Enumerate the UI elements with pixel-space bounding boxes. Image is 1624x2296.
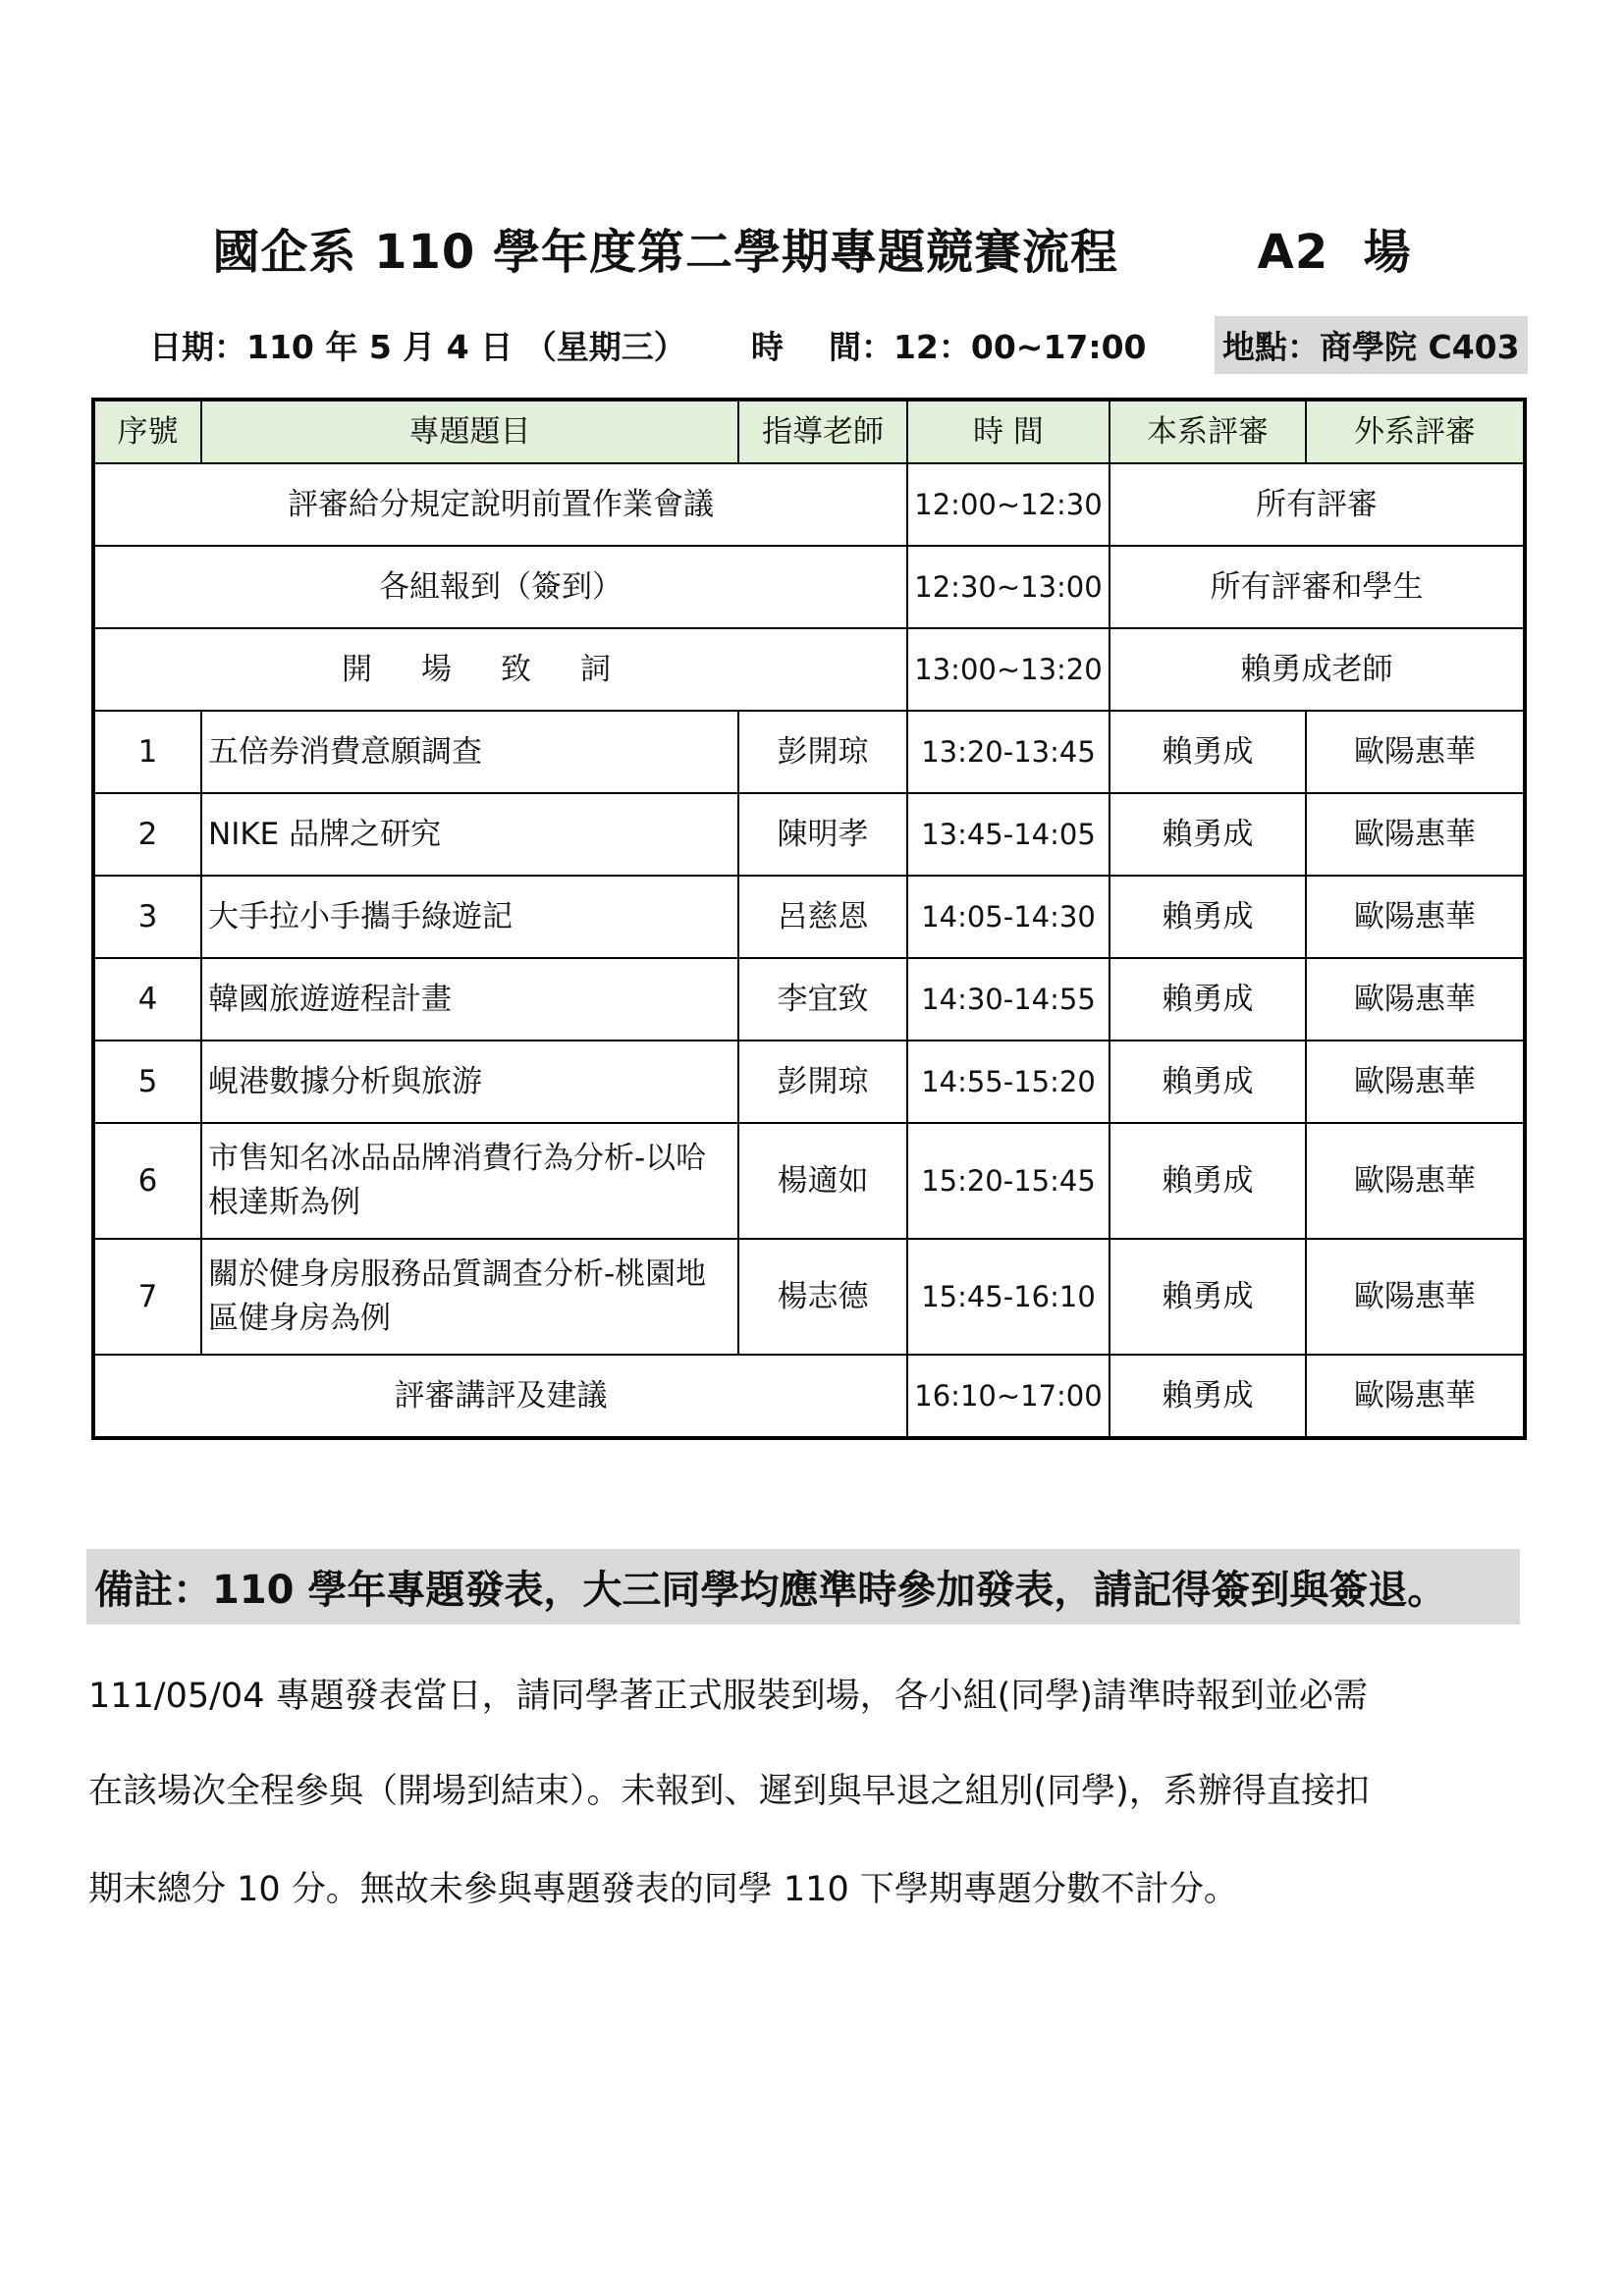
header-no: 序號 (93, 400, 201, 463)
event-row (93, 546, 1525, 628)
row-time: 15:45-16:10 (907, 1239, 1110, 1355)
row-advisor: 楊適如 (738, 1123, 907, 1239)
event-row (93, 628, 1525, 711)
table-row (93, 1239, 1525, 1355)
table-row (93, 793, 1525, 876)
row-no: 5 (93, 1041, 201, 1123)
row-advisor: 彭開琼 (738, 1041, 907, 1123)
row-time: 14:55-15:20 (907, 1041, 1110, 1123)
event-time: 時 間：12：00~17:00 (751, 328, 1147, 366)
remark-line-3: 期末總分 10 分。無故未參與專題發表的同學 110 下學期專題分數不計分。 (88, 1870, 1238, 1909)
row-topic: 峴港數據分析與旅游 (201, 1041, 738, 1123)
closing-external-judge: 歐陽惠華 (1306, 1355, 1525, 1438)
row-internal-judge: 賴勇成 (1110, 876, 1306, 958)
event-row (93, 463, 1525, 546)
row-no: 6 (93, 1123, 201, 1239)
closing-row (93, 1355, 1525, 1438)
row-time: 14:05-14:30 (907, 876, 1110, 958)
header-advisor: 指導老師 (738, 400, 907, 463)
row-no: 2 (93, 793, 201, 876)
row-no: 1 (93, 711, 201, 793)
row-external-judge: 歐陽惠華 (1306, 793, 1525, 876)
page-title: 國企系 110 學年度第二學期專題競賽流程 A2 場 (212, 225, 1412, 280)
row-advisor: 彭開琼 (738, 711, 907, 793)
closing-time: 16:10~17:00 (907, 1355, 1110, 1438)
row-external-judge: 歐陽惠華 (1306, 1123, 1525, 1239)
event-date: 日期：110 年 5 月 4 日 （星期三） (149, 328, 686, 366)
header-internal-judge: 本系評審 (1110, 400, 1306, 463)
row-advisor: 陳明孝 (738, 793, 907, 876)
table-row (93, 876, 1525, 958)
table-row (93, 1041, 1525, 1123)
row-no: 7 (93, 1239, 201, 1355)
event-title: 開場致詞 (93, 628, 907, 711)
row-external-judge: 歐陽惠華 (1306, 1239, 1525, 1355)
event-title: 評審給分規定說明前置作業會議 (93, 463, 907, 546)
row-internal-judge: 賴勇成 (1110, 1239, 1306, 1355)
row-internal-judge: 賴勇成 (1110, 1123, 1306, 1239)
row-no: 4 (93, 958, 201, 1041)
remark-heading: 備註：110 學年專題發表，大三同學均應準時參加發表，請記得簽到與簽退。 (86, 1549, 1520, 1625)
row-topic: 韓國旅遊遊程計畫 (201, 958, 738, 1041)
event-time-slot: 12:30~13:00 (907, 546, 1110, 628)
table-row (93, 711, 1525, 793)
row-time: 14:30-14:55 (907, 958, 1110, 1041)
row-topic: 市售知名冰品品牌消費行為分析-以哈根達斯為例 (201, 1123, 738, 1239)
row-internal-judge: 賴勇成 (1110, 793, 1306, 876)
closing-title: 評審講評及建議 (93, 1355, 907, 1438)
event-time-slot: 12:00~12:30 (907, 463, 1110, 546)
event-judges: 賴勇成老師 (1110, 628, 1525, 711)
row-time: 15:20-15:45 (907, 1123, 1110, 1239)
remark-line-2: 在該場次全程參與（開場到結束）。未報到、遲到與早退之組別(同學)，系辦得直接扣 (88, 1772, 1370, 1811)
table-header-row (93, 400, 1525, 463)
row-topic: 五倍券消費意願調查 (201, 711, 738, 793)
header-topic: 專題題目 (201, 400, 738, 463)
row-external-judge: 歐陽惠華 (1306, 711, 1525, 793)
remark-line-1: 111/05/04 專題發表當日，請同學著正式服裝到場，各小組(同學)請準時報到並必需 (88, 1677, 1368, 1716)
row-no: 3 (93, 876, 201, 958)
closing-internal-judge: 賴勇成 (1110, 1355, 1306, 1438)
event-time-slot: 13:00~13:20 (907, 628, 1110, 711)
row-advisor: 呂慈恩 (738, 876, 907, 958)
row-advisor: 李宜致 (738, 958, 907, 1041)
table-row (93, 958, 1525, 1041)
schedule-table (91, 398, 1527, 1440)
event-title: 各組報到（簽到） (93, 546, 907, 628)
row-internal-judge: 賴勇成 (1110, 958, 1306, 1041)
row-topic: NIKE 品牌之研究 (201, 793, 738, 876)
row-internal-judge: 賴勇成 (1110, 1041, 1306, 1123)
header-external-judge: 外系評審 (1306, 400, 1525, 463)
event-judges: 所有評審 (1110, 463, 1525, 546)
row-external-judge: 歐陽惠華 (1306, 958, 1525, 1041)
event-judges: 所有評審和學生 (1110, 546, 1525, 628)
row-external-judge: 歐陽惠華 (1306, 876, 1525, 958)
row-advisor: 楊志德 (738, 1239, 907, 1355)
event-place: 地點：商學院 C403 (1215, 316, 1528, 374)
row-time: 13:45-14:05 (907, 793, 1110, 876)
row-time: 13:20-13:45 (907, 711, 1110, 793)
table-row (93, 1123, 1525, 1239)
row-internal-judge: 賴勇成 (1110, 711, 1306, 793)
header-time: 時 間 (907, 400, 1110, 463)
row-topic: 大手拉小手攜手綠遊記 (201, 876, 738, 958)
row-topic: 關於健身房服務品質調查分析-桃園地區健身房為例 (201, 1239, 738, 1355)
row-external-judge: 歐陽惠華 (1306, 1041, 1525, 1123)
